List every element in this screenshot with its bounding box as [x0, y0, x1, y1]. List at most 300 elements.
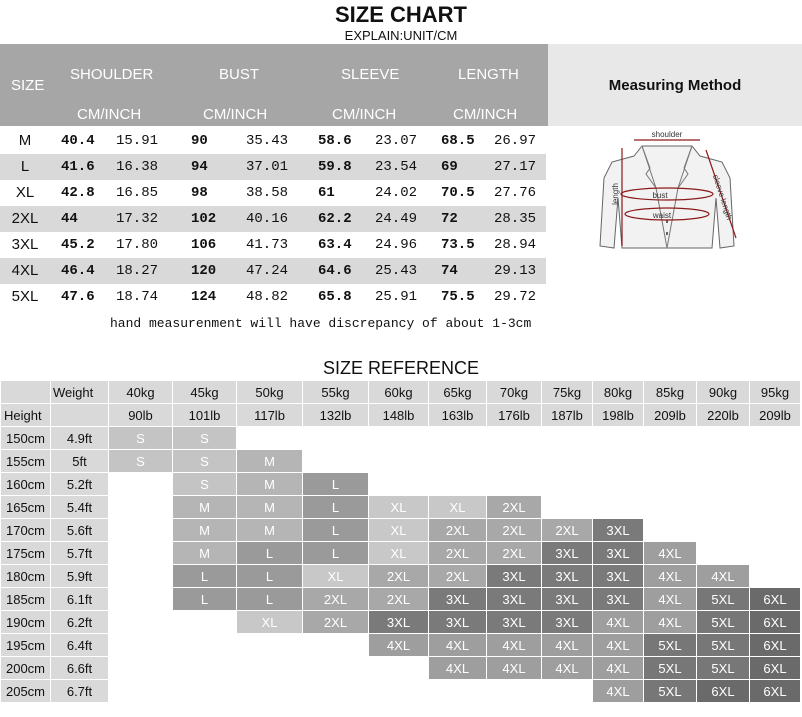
- size-cell: 2XL: [429, 519, 487, 542]
- inch-value: 37.01: [246, 159, 289, 175]
- size-cell: [593, 427, 644, 450]
- size-cell: 4XL: [593, 680, 644, 703]
- size-header: SIZE: [11, 77, 45, 94]
- size-label: L: [20, 158, 30, 175]
- size-cell: 3XL: [429, 588, 487, 611]
- unit-header: CM/INCH: [332, 106, 397, 123]
- diagram-length-label: length: [611, 183, 620, 205]
- sleeve-header: SLEEVE: [341, 66, 400, 83]
- size-cell: [697, 542, 750, 565]
- size-chart-row: [0, 232, 546, 258]
- inch-value: 15.91: [116, 133, 159, 149]
- cm-value: 90: [191, 133, 208, 149]
- size-cell: M: [173, 542, 237, 565]
- inch-value: 35.43: [246, 133, 289, 149]
- size-cell: 4XL: [487, 634, 542, 657]
- corner-cell: [1, 381, 51, 404]
- inch-value: 23.54: [375, 159, 418, 175]
- inch-value: 18.74: [116, 289, 159, 305]
- size-cell: [303, 680, 369, 703]
- weight-kg-header: 75kg: [542, 381, 593, 404]
- height-cm: 165cm: [1, 496, 51, 519]
- height-ft: 5.2ft: [51, 473, 109, 496]
- size-cell: M: [237, 450, 303, 473]
- size-cell: [487, 450, 542, 473]
- size-cell: L: [303, 473, 369, 496]
- diagram-sleeve-label: sleeve length: [710, 173, 734, 222]
- size-cell: L: [237, 565, 303, 588]
- size-cell: [237, 427, 303, 450]
- height-row: [1, 611, 801, 634]
- weight-lb-header: 90lb: [109, 404, 173, 427]
- height-cm: 175cm: [1, 542, 51, 565]
- size-cell: L: [173, 588, 237, 611]
- inch-value: 17.80: [116, 237, 159, 253]
- height-row: [1, 450, 801, 473]
- page-title: SIZE CHART: [335, 2, 467, 27]
- cm-value: 106: [191, 237, 217, 253]
- height-row: [1, 565, 801, 588]
- size-cell: 6XL: [750, 634, 801, 657]
- inch-value: 27.76: [494, 185, 537, 201]
- inch-value: 29.13: [494, 263, 537, 279]
- size-cell: [237, 680, 303, 703]
- cm-value: 74: [441, 263, 458, 279]
- size-cell: XL: [369, 519, 429, 542]
- weight-lb-header: 163lb: [429, 404, 487, 427]
- size-chart-row: [0, 154, 546, 180]
- height-row: [1, 519, 801, 542]
- cm-value: 72: [441, 211, 458, 227]
- height-ft: 6.7ft: [51, 680, 109, 703]
- height-ft: 6.2ft: [51, 611, 109, 634]
- size-cell: [429, 473, 487, 496]
- cm-value: 120: [191, 263, 217, 279]
- size-cell: S: [173, 450, 237, 473]
- size-cell: 3XL: [593, 565, 644, 588]
- size-cell: L: [237, 588, 303, 611]
- size-cell: 4XL: [644, 565, 697, 588]
- size-cell: [487, 680, 542, 703]
- size-label: M: [18, 132, 32, 149]
- size-cell: L: [173, 565, 237, 588]
- weight-lb-header: 117lb: [237, 404, 303, 427]
- size-cell: 2XL: [487, 542, 542, 565]
- inch-value: 29.72: [494, 289, 537, 305]
- inch-value: 24.02: [375, 185, 418, 201]
- weight-kg-header: 70kg: [487, 381, 542, 404]
- size-chart-row: [0, 206, 546, 232]
- weight-lb-header: 187lb: [542, 404, 593, 427]
- height-ft: 5.6ft: [51, 519, 109, 542]
- size-cell: [109, 680, 173, 703]
- size-cell: 3XL: [593, 542, 644, 565]
- inch-value: 48.82: [246, 289, 289, 305]
- size-cell: 3XL: [429, 611, 487, 634]
- size-cell: 4XL: [487, 657, 542, 680]
- size-cell: XL: [303, 565, 369, 588]
- weight-lb-header: 101lb: [173, 404, 237, 427]
- cm-value: 124: [191, 289, 217, 305]
- diagram-bust-label: bust: [652, 191, 668, 200]
- inch-value: 18.27: [116, 263, 159, 279]
- cm-value: 42.8: [61, 185, 95, 201]
- size-cell: 5XL: [644, 657, 697, 680]
- size-cell: [173, 634, 237, 657]
- weight-kg-header: 85kg: [644, 381, 697, 404]
- size-chart-header: [0, 44, 802, 126]
- size-cell: 4XL: [593, 657, 644, 680]
- height-ft: 6.6ft: [51, 657, 109, 680]
- size-cell: 4XL: [369, 634, 429, 657]
- size-cell: 3XL: [542, 565, 593, 588]
- size-cell: [593, 473, 644, 496]
- weight-kg-header: 45kg: [173, 381, 237, 404]
- size-cell: [109, 565, 173, 588]
- size-cell: 2XL: [303, 588, 369, 611]
- cm-value: 75.5: [441, 289, 475, 305]
- size-cell: [644, 519, 697, 542]
- inch-value: 16.85: [116, 185, 159, 201]
- inch-value: 25.43: [375, 263, 418, 279]
- size-cell: [429, 450, 487, 473]
- size-cell: XL: [369, 542, 429, 565]
- diagram-waist-label: waist: [652, 211, 672, 220]
- size-cell: [109, 634, 173, 657]
- height-cm: 190cm: [1, 611, 51, 634]
- cm-value: 64.6: [318, 263, 352, 279]
- cm-value: 62.2: [318, 211, 352, 227]
- size-cell: S: [109, 427, 173, 450]
- diagram-shoulder-label: shoulder: [651, 130, 683, 139]
- size-cell: 6XL: [750, 657, 801, 680]
- size-cell: 4XL: [593, 634, 644, 657]
- height-row: [1, 496, 801, 519]
- size-cell: [750, 542, 801, 565]
- size-cell: [303, 657, 369, 680]
- size-label: XL: [15, 184, 35, 201]
- cm-value: 61: [318, 185, 335, 201]
- size-cell: 4XL: [429, 657, 487, 680]
- size-cell: [542, 496, 593, 519]
- weight-kg-header: 55kg: [303, 381, 369, 404]
- size-cell: [173, 657, 237, 680]
- size-cell: [697, 519, 750, 542]
- size-cell: M: [237, 496, 303, 519]
- cm-value: 46.4: [61, 263, 95, 279]
- size-cell: [369, 473, 429, 496]
- size-cell: [173, 680, 237, 703]
- inch-value: 38.58: [246, 185, 289, 201]
- measuring-method-title: Measuring Method: [548, 44, 802, 126]
- height-row: [1, 634, 801, 657]
- length-header: LENGTH: [458, 66, 519, 83]
- size-cell: 2XL: [487, 519, 542, 542]
- size-cell: 4XL: [593, 611, 644, 634]
- height-cm: 150cm: [1, 427, 51, 450]
- size-cell: [542, 473, 593, 496]
- size-cell: [369, 427, 429, 450]
- weight-lb-header: 209lb: [644, 404, 697, 427]
- size-cell: [697, 496, 750, 519]
- size-cell: 4XL: [697, 565, 750, 588]
- size-cell: [109, 519, 173, 542]
- size-cell: [109, 588, 173, 611]
- weight-kg-header: 90kg: [697, 381, 750, 404]
- size-cell: 4XL: [542, 634, 593, 657]
- size-cell: 2XL: [429, 565, 487, 588]
- size-cell: [750, 565, 801, 588]
- height-row: [1, 588, 801, 611]
- weight-lb-header: 220lb: [697, 404, 750, 427]
- size-cell: L: [237, 542, 303, 565]
- size-cell: [369, 680, 429, 703]
- height-cm: 170cm: [1, 519, 51, 542]
- cm-value: 68.5: [441, 133, 475, 149]
- inch-value: 26.97: [494, 133, 537, 149]
- cm-value: 102: [191, 211, 217, 227]
- size-cell: XL: [237, 611, 303, 634]
- size-cell: [487, 427, 542, 450]
- size-cell: M: [173, 519, 237, 542]
- cm-value: 40.4: [61, 133, 95, 149]
- size-cell: [303, 634, 369, 657]
- inch-value: 23.07: [375, 133, 418, 149]
- size-cell: [429, 680, 487, 703]
- size-cell: [429, 427, 487, 450]
- height-ft: 5.9ft: [51, 565, 109, 588]
- height-cm: 180cm: [1, 565, 51, 588]
- weight-lb-header: 176lb: [487, 404, 542, 427]
- height-row: [1, 473, 801, 496]
- bust-header: BUST: [219, 66, 260, 83]
- size-cell: L: [303, 496, 369, 519]
- height-row: [1, 657, 801, 680]
- size-cell: [593, 496, 644, 519]
- height-cm: 160cm: [1, 473, 51, 496]
- size-cell: [109, 611, 173, 634]
- cm-value: 58.6: [318, 133, 352, 149]
- size-cell: 3XL: [593, 519, 644, 542]
- size-cell: 3XL: [542, 542, 593, 565]
- size-cell: [697, 450, 750, 473]
- cm-value: 59.8: [318, 159, 352, 175]
- weight-lb-header: 132lb: [303, 404, 369, 427]
- inch-value: 40.16: [246, 211, 289, 227]
- height-cm: 195cm: [1, 634, 51, 657]
- unit-header: CM/INCH: [203, 106, 268, 123]
- inch-value: 24.49: [375, 211, 418, 227]
- size-cell: 4XL: [644, 542, 697, 565]
- size-cell: [542, 680, 593, 703]
- size-cell: [173, 611, 237, 634]
- size-cell: [303, 427, 369, 450]
- height-label: Height: [1, 404, 51, 427]
- size-cell: 6XL: [750, 611, 801, 634]
- size-cell: L: [303, 542, 369, 565]
- size-chart-row: [0, 258, 546, 284]
- weight-kg-row: [1, 381, 801, 404]
- weight-kg-header: 95kg: [750, 381, 801, 404]
- height-row: [1, 680, 801, 703]
- size-cell: [109, 473, 173, 496]
- height-cm: 205cm: [1, 680, 51, 703]
- cm-value: 47.6: [61, 289, 95, 305]
- size-chart-row: [0, 180, 546, 206]
- size-cell: 2XL: [542, 519, 593, 542]
- inch-value: 25.91: [375, 289, 418, 305]
- size-cell: [109, 496, 173, 519]
- cm-value: 44: [61, 211, 78, 227]
- size-cell: 4XL: [429, 634, 487, 657]
- size-cell: 3XL: [542, 588, 593, 611]
- height-ft: 6.1ft: [51, 588, 109, 611]
- size-cell: 4XL: [644, 611, 697, 634]
- size-cell: [750, 427, 801, 450]
- inch-value: 24.96: [375, 237, 418, 253]
- size-reference-table: [0, 380, 801, 703]
- weight-lb-header: 148lb: [369, 404, 429, 427]
- size-cell: 5XL: [697, 588, 750, 611]
- size-cell: [237, 657, 303, 680]
- height-ft: 5.7ft: [51, 542, 109, 565]
- weight-kg-header: 80kg: [593, 381, 644, 404]
- size-chart-row: [0, 128, 546, 154]
- size-cell: [109, 657, 173, 680]
- size-cell: [697, 427, 750, 450]
- cm-value: 65.8: [318, 289, 352, 305]
- size-cell: 6XL: [697, 680, 750, 703]
- measurement-note: hand measurenment will have discrepancy of about 1-3cm: [110, 316, 532, 331]
- height-ft: 4.9ft: [51, 427, 109, 450]
- size-chart-row: [0, 284, 546, 310]
- height-cm: 200cm: [1, 657, 51, 680]
- size-cell: [750, 473, 801, 496]
- size-cell: 2XL: [369, 565, 429, 588]
- inch-value: 17.32: [116, 211, 159, 227]
- size-cell: 3XL: [369, 611, 429, 634]
- size-cell: 4XL: [542, 657, 593, 680]
- size-cell: [369, 450, 429, 473]
- cm-value: 45.2: [61, 237, 95, 253]
- height-ft: 5ft: [51, 450, 109, 473]
- size-cell: [593, 450, 644, 473]
- size-cell: [644, 427, 697, 450]
- size-cell: [542, 450, 593, 473]
- inch-value: 28.35: [494, 211, 537, 227]
- page-subtitle: EXPLAIN:UNIT/CM: [344, 28, 458, 43]
- size-cell: M: [173, 496, 237, 519]
- cm-value: 63.4: [318, 237, 352, 253]
- size-cell: M: [237, 519, 303, 542]
- weight-lb-header: 198lb: [593, 404, 644, 427]
- weight-kg-header: 65kg: [429, 381, 487, 404]
- weight-lb-header: 209lb: [750, 404, 801, 427]
- inch-value: 41.73: [246, 237, 289, 253]
- weight-kg-header: 50kg: [237, 381, 303, 404]
- size-cell: [237, 634, 303, 657]
- size-cell: 3XL: [593, 588, 644, 611]
- size-cell: [644, 450, 697, 473]
- size-cell: [697, 473, 750, 496]
- size-cell: 2XL: [369, 588, 429, 611]
- inch-value: 28.94: [494, 237, 537, 253]
- size-cell: [303, 450, 369, 473]
- size-cell: [109, 542, 173, 565]
- height-row: [1, 542, 801, 565]
- size-cell: 5XL: [697, 657, 750, 680]
- size-cell: [750, 519, 801, 542]
- jacket-diagram-icon: [594, 128, 744, 258]
- size-reference-title: SIZE REFERENCE: [322, 358, 480, 378]
- inch-value: 16.38: [116, 159, 159, 175]
- cm-value: 41.6: [61, 159, 95, 175]
- size-cell: [487, 473, 542, 496]
- height-ft: 6.4ft: [51, 634, 109, 657]
- height-cm: 185cm: [1, 588, 51, 611]
- size-cell: 2XL: [429, 542, 487, 565]
- size-cell: [644, 473, 697, 496]
- size-cell: 2XL: [487, 496, 542, 519]
- cm-value: 69: [441, 159, 458, 175]
- size-cell: S: [173, 473, 237, 496]
- size-cell: 3XL: [487, 611, 542, 634]
- size-label: 4XL: [11, 262, 39, 279]
- corner-cell: [51, 404, 109, 427]
- size-cell: M: [237, 473, 303, 496]
- weight-kg-header: 40kg: [109, 381, 173, 404]
- size-cell: [369, 657, 429, 680]
- height-cm: 155cm: [1, 450, 51, 473]
- size-cell: S: [109, 450, 173, 473]
- size-cell: L: [303, 519, 369, 542]
- size-cell: 3XL: [487, 565, 542, 588]
- size-cell: S: [173, 427, 237, 450]
- size-cell: 5XL: [697, 611, 750, 634]
- size-cell: 3XL: [487, 588, 542, 611]
- size-cell: [750, 496, 801, 519]
- inch-value: 27.17: [494, 159, 537, 175]
- size-cell: 4XL: [644, 588, 697, 611]
- size-cell: XL: [369, 496, 429, 519]
- size-cell: 5XL: [697, 634, 750, 657]
- cm-value: 94: [191, 159, 208, 175]
- unit-header: CM/INCH: [453, 106, 518, 123]
- height-row: [1, 427, 801, 450]
- size-cell: [542, 427, 593, 450]
- size-cell: [644, 496, 697, 519]
- height-ft: 5.4ft: [51, 496, 109, 519]
- size-cell: 6XL: [750, 588, 801, 611]
- size-cell: 6XL: [750, 680, 801, 703]
- size-cell: 5XL: [644, 634, 697, 657]
- weight-label: Weight: [51, 381, 109, 404]
- size-label: 5XL: [11, 288, 39, 305]
- cm-value: 70.5: [441, 185, 475, 201]
- inch-value: 47.24: [246, 263, 289, 279]
- size-label: 2XL: [11, 210, 39, 227]
- size-cell: 5XL: [644, 680, 697, 703]
- size-cell: 3XL: [542, 611, 593, 634]
- weight-kg-header: 60kg: [369, 381, 429, 404]
- weight-lb-row: [1, 404, 801, 427]
- size-cell: 2XL: [303, 611, 369, 634]
- shoulder-header: SHOULDER: [70, 66, 154, 83]
- unit-header: CM/INCH: [77, 106, 142, 123]
- cm-value: 73.5: [441, 237, 475, 253]
- size-cell: [750, 450, 801, 473]
- size-label: 3XL: [11, 236, 39, 253]
